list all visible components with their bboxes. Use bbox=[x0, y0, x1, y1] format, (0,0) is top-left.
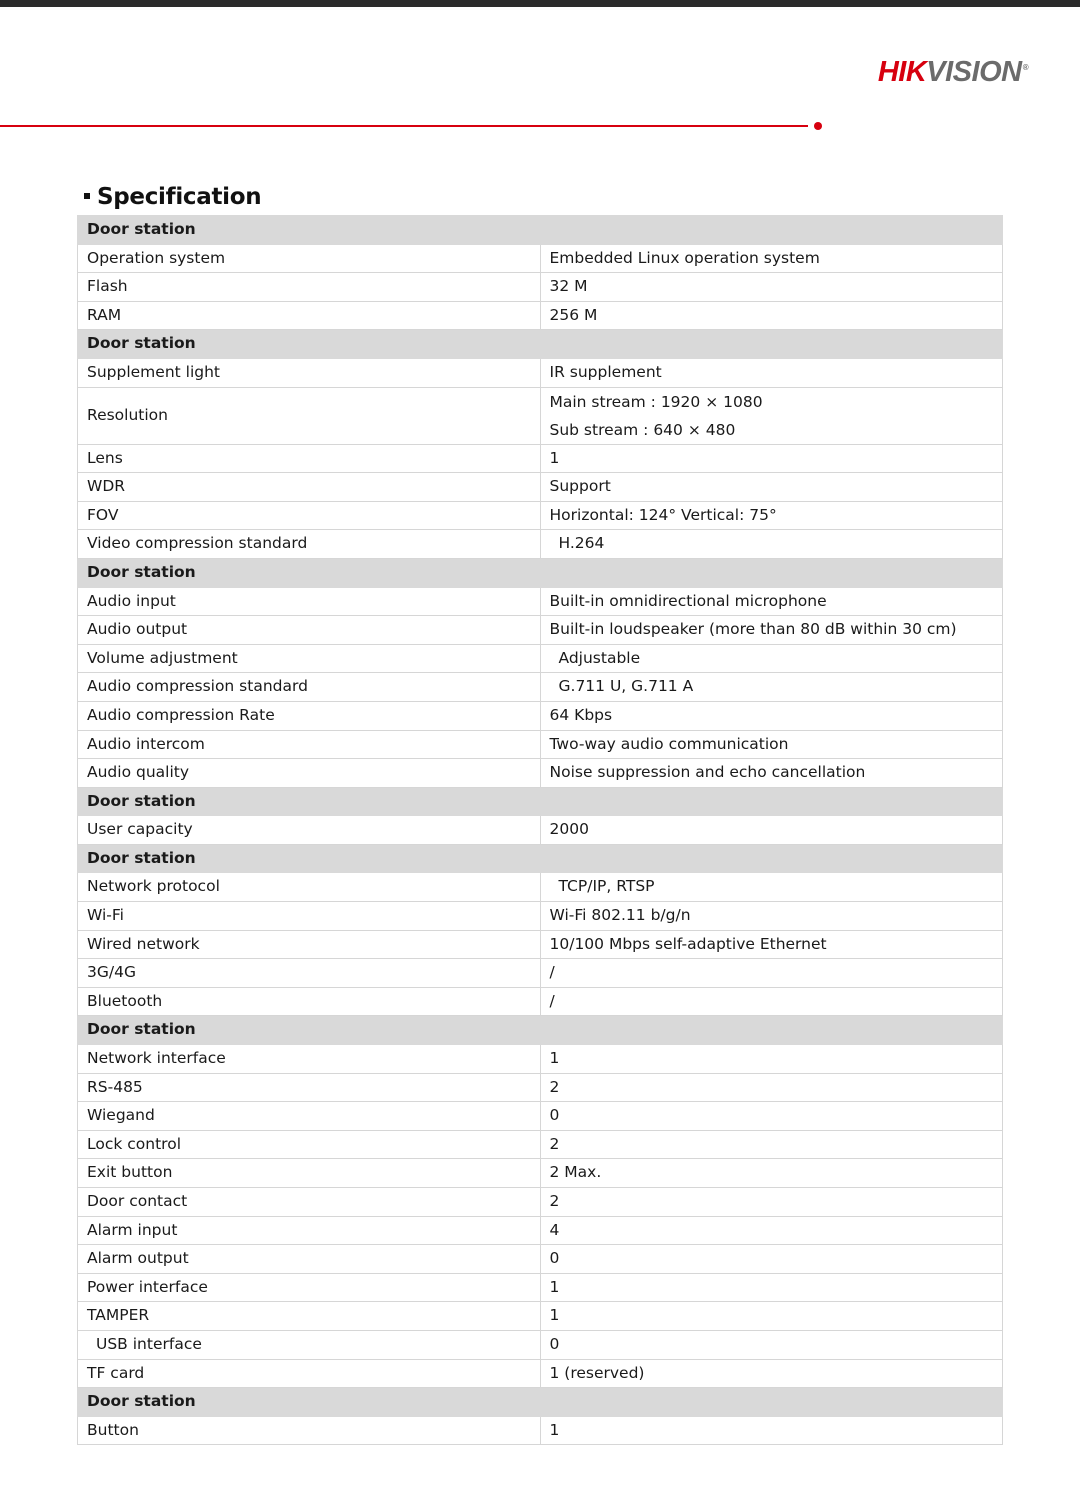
table-row bbox=[78, 1045, 1003, 1074]
spec-value-cell bbox=[540, 387, 1003, 444]
spec-value-cell bbox=[540, 273, 1003, 302]
logo-registered-mark: ® bbox=[1022, 63, 1028, 73]
spec-value: Built-in loudspeaker (more than 80 dB within 30 cm) bbox=[549, 620, 957, 639]
table-row bbox=[78, 473, 1003, 502]
table-row bbox=[78, 1073, 1003, 1102]
table-row bbox=[78, 1216, 1003, 1245]
table-row bbox=[78, 530, 1003, 559]
spec-key-cell bbox=[78, 902, 541, 931]
spec-key: RS-485 bbox=[87, 1077, 143, 1096]
spec-key-cell bbox=[78, 1245, 541, 1274]
table-row bbox=[78, 1159, 1003, 1188]
table-row bbox=[78, 616, 1003, 645]
spec-key: Bluetooth bbox=[87, 991, 163, 1010]
spec-key: 3G/4G bbox=[87, 963, 136, 982]
spec-key-cell bbox=[78, 301, 541, 330]
table-row bbox=[78, 930, 1003, 959]
spec-value-cell bbox=[540, 759, 1003, 788]
spec-value-cell bbox=[540, 1130, 1003, 1159]
spec-value-cell bbox=[540, 444, 1003, 473]
group-header-label: Door station bbox=[78, 330, 1003, 359]
spec-value: 2 bbox=[549, 1134, 560, 1153]
spec-value-cell bbox=[540, 1216, 1003, 1245]
spec-key: Alarm input bbox=[87, 1220, 178, 1239]
table-row bbox=[78, 1359, 1003, 1388]
spec-value-cell bbox=[540, 873, 1003, 902]
spec-value-cell bbox=[540, 244, 1003, 273]
group-header-label: Door station bbox=[78, 844, 1003, 873]
spec-key-cell bbox=[78, 816, 541, 845]
table-row bbox=[78, 1302, 1003, 1331]
spec-key: Wi-Fi bbox=[87, 906, 124, 925]
table-row bbox=[78, 1330, 1003, 1359]
spec-key-cell bbox=[78, 530, 541, 559]
group-header-label: Door station bbox=[78, 1388, 1003, 1417]
table-row bbox=[78, 244, 1003, 273]
spec-key: Audio compression standard bbox=[87, 677, 308, 696]
spec-value: H.264 bbox=[558, 534, 605, 553]
spec-key: WDR bbox=[87, 477, 126, 496]
spec-key: FOV bbox=[87, 505, 119, 524]
spec-value-cell bbox=[540, 930, 1003, 959]
spec-value-cell bbox=[540, 673, 1003, 702]
spec-value: 1 (reserved) bbox=[549, 1363, 645, 1382]
spec-key: Lock control bbox=[87, 1134, 181, 1153]
spec-value-cell bbox=[540, 616, 1003, 645]
spec-value: 2 bbox=[549, 1192, 560, 1210]
spec-value: Two-way audio communication bbox=[549, 734, 789, 753]
spec-value: Support bbox=[549, 477, 611, 496]
spec-key-cell bbox=[78, 1330, 541, 1359]
spec-value-cell bbox=[540, 530, 1003, 559]
table-row bbox=[78, 301, 1003, 330]
spec-value-cell bbox=[540, 501, 1003, 530]
spec-key-cell bbox=[78, 244, 541, 273]
header-red-rule bbox=[0, 125, 808, 127]
spec-value-cell bbox=[540, 644, 1003, 673]
spec-value: G.711 U, G.711 A bbox=[558, 677, 694, 696]
spec-value: 1 bbox=[549, 1049, 560, 1068]
spec-key-cell bbox=[78, 759, 541, 788]
spec-key-cell bbox=[78, 444, 541, 473]
spec-value-cell bbox=[540, 1359, 1003, 1388]
spec-value-cell bbox=[540, 1416, 1003, 1445]
spec-key-cell bbox=[78, 501, 541, 530]
spec-key: Audio intercom bbox=[87, 734, 205, 753]
spec-key-cell bbox=[78, 358, 541, 387]
spec-key: USB interface bbox=[96, 1334, 202, 1353]
spec-key-cell bbox=[78, 1159, 541, 1188]
spec-value-cell bbox=[540, 1045, 1003, 1074]
table-row bbox=[78, 273, 1003, 302]
spec-key-cell bbox=[78, 1416, 541, 1445]
spec-value-cell bbox=[540, 701, 1003, 730]
spec-key: Exit button bbox=[87, 1163, 173, 1182]
spec-value-cell bbox=[540, 587, 1003, 616]
spec-key-cell bbox=[78, 473, 541, 502]
spec-key: Audio output bbox=[87, 620, 188, 639]
spec-key-cell bbox=[78, 1216, 541, 1245]
spec-value: Horizontal: 124° Vertical: 75° bbox=[549, 505, 777, 524]
spec-key: Network protocol bbox=[87, 877, 220, 896]
spec-value: Embedded Linux operation system bbox=[549, 248, 820, 267]
spec-value: / bbox=[549, 991, 555, 1010]
table-row bbox=[78, 501, 1003, 530]
logo-hik: HIK bbox=[877, 56, 927, 88]
spec-key-cell bbox=[78, 873, 541, 902]
table-row bbox=[78, 1130, 1003, 1159]
spec-value: Built-in omnidirectional microphone bbox=[549, 591, 827, 610]
table-row bbox=[78, 987, 1003, 1016]
spec-value: 2 Max. bbox=[549, 1163, 602, 1182]
spec-key-cell bbox=[78, 273, 541, 302]
table-row bbox=[78, 873, 1003, 902]
spec-value-cell bbox=[540, 816, 1003, 845]
spec-value: 1 bbox=[549, 1420, 560, 1439]
table-row bbox=[78, 759, 1003, 788]
spec-key: Door contact bbox=[87, 1192, 188, 1210]
spec-value: 10/100 Mbps self-adaptive Ethernet bbox=[549, 934, 827, 953]
spec-key-cell bbox=[78, 1273, 541, 1302]
spec-key-cell bbox=[78, 959, 541, 988]
spec-key-cell bbox=[78, 1302, 541, 1331]
table-row bbox=[78, 1416, 1003, 1445]
spec-key-cell bbox=[78, 1045, 541, 1074]
logo-vision: VISION bbox=[926, 56, 1022, 88]
spec-value-cell bbox=[540, 987, 1003, 1016]
table-group-header bbox=[78, 558, 1003, 587]
hikvision-logo bbox=[878, 56, 1028, 89]
header-red-dot bbox=[814, 122, 822, 130]
spec-value: IR supplement bbox=[549, 362, 662, 381]
table-group-header bbox=[78, 844, 1003, 873]
section-title bbox=[84, 184, 261, 210]
spec-value-line: Main stream : 1920 × 1080 bbox=[549, 392, 763, 411]
spec-key: Resolution bbox=[87, 405, 168, 424]
group-header-label: Door station bbox=[78, 558, 1003, 587]
spec-key: Audio input bbox=[87, 591, 176, 610]
spec-value: 0 bbox=[549, 1106, 560, 1125]
spec-value: / bbox=[549, 963, 555, 982]
spec-key: Wired network bbox=[87, 934, 200, 953]
spec-value-cell bbox=[540, 902, 1003, 931]
spec-value: 4 bbox=[549, 1220, 560, 1239]
spec-value-cell bbox=[540, 1073, 1003, 1102]
spec-key-cell bbox=[78, 644, 541, 673]
spec-key: Flash bbox=[87, 277, 128, 296]
spec-value: 0 bbox=[549, 1334, 560, 1353]
spec-key: Lens bbox=[87, 448, 123, 467]
spec-value: 1 bbox=[549, 448, 560, 467]
table-group-header bbox=[78, 216, 1003, 245]
table-group-header bbox=[78, 1388, 1003, 1417]
spec-value-cell bbox=[540, 1159, 1003, 1188]
spec-key: Audio quality bbox=[87, 763, 190, 782]
spec-key: Audio compression Rate bbox=[87, 705, 275, 724]
spec-key-cell bbox=[78, 1188, 541, 1217]
spec-key-cell bbox=[78, 1130, 541, 1159]
top-dark-bar bbox=[0, 0, 1080, 7]
spec-key-cell bbox=[78, 701, 541, 730]
section-title-text: Specification bbox=[97, 184, 262, 210]
spec-value: TCP/IP, RTSP bbox=[558, 877, 655, 896]
spec-key-cell bbox=[78, 1073, 541, 1102]
spec-key-cell bbox=[78, 673, 541, 702]
spec-key-cell bbox=[78, 930, 541, 959]
spec-key: Button bbox=[87, 1420, 139, 1439]
spec-key: Supplement light bbox=[87, 362, 220, 381]
table-row bbox=[78, 730, 1003, 759]
spec-value-cell bbox=[540, 1302, 1003, 1331]
group-header-label: Door station bbox=[78, 216, 1003, 245]
spec-value: 1 bbox=[549, 1277, 560, 1296]
spec-value-cell bbox=[540, 473, 1003, 502]
spec-key: Power interface bbox=[87, 1277, 208, 1296]
spec-value-cell bbox=[540, 959, 1003, 988]
spec-value: Wi-Fi 802.11 b/g/n bbox=[549, 906, 691, 925]
square-bullet-icon bbox=[84, 193, 90, 199]
table-row bbox=[78, 587, 1003, 616]
spec-value-cell bbox=[540, 1102, 1003, 1131]
table-row bbox=[78, 1273, 1003, 1302]
group-header-label: Door station bbox=[78, 787, 1003, 816]
spec-key-cell bbox=[78, 387, 541, 444]
table-group-header bbox=[78, 330, 1003, 359]
spec-key: Network interface bbox=[87, 1049, 226, 1068]
spec-key: Wiegand bbox=[87, 1106, 155, 1125]
spec-key-cell bbox=[78, 616, 541, 645]
spec-key-cell bbox=[78, 587, 541, 616]
table-row bbox=[78, 701, 1003, 730]
spec-value: Noise suppression and echo cancellation bbox=[549, 763, 866, 782]
spec-value: 2000 bbox=[549, 820, 589, 839]
spec-key: TAMPER bbox=[87, 1306, 150, 1325]
spec-key-cell bbox=[78, 987, 541, 1016]
spec-value-line: Sub stream : 640 × 480 bbox=[549, 420, 736, 439]
spec-value-cell bbox=[540, 1273, 1003, 1302]
spec-value: 64 Kbps bbox=[549, 705, 613, 724]
spec-value: 1 bbox=[549, 1306, 560, 1325]
table-row bbox=[78, 644, 1003, 673]
group-header-label: Door station bbox=[78, 1016, 1003, 1045]
table-row bbox=[78, 358, 1003, 387]
spec-key: User capacity bbox=[87, 820, 193, 839]
spec-key: Operation system bbox=[87, 248, 226, 267]
spec-value-cell bbox=[540, 358, 1003, 387]
table-group-header bbox=[78, 1016, 1003, 1045]
spec-key-cell bbox=[78, 1359, 541, 1388]
spec-value: 32 M bbox=[549, 277, 588, 296]
table-row bbox=[78, 444, 1003, 473]
spec-value-cell bbox=[540, 1330, 1003, 1359]
spec-value-cell bbox=[540, 301, 1003, 330]
spec-key: Volume adjustment bbox=[87, 648, 238, 667]
spec-key: Alarm output bbox=[87, 1249, 189, 1268]
table-row bbox=[78, 1102, 1003, 1131]
table-row bbox=[78, 816, 1003, 845]
spec-value-cell bbox=[540, 1188, 1003, 1217]
spec-value-cell bbox=[540, 1245, 1003, 1274]
spec-key-cell bbox=[78, 730, 541, 759]
spec-key: TF card bbox=[87, 1363, 145, 1382]
specification-table bbox=[77, 215, 1003, 1445]
spec-value: Adjustable bbox=[558, 648, 641, 667]
table-row bbox=[78, 959, 1003, 988]
table-row bbox=[78, 1188, 1003, 1217]
table-row bbox=[78, 387, 1003, 444]
spec-value: 2 bbox=[549, 1077, 560, 1096]
table-row bbox=[78, 673, 1003, 702]
spec-value: 0 bbox=[549, 1249, 560, 1268]
table-row bbox=[78, 1245, 1003, 1274]
spec-key-cell bbox=[78, 1102, 541, 1131]
table-row bbox=[78, 902, 1003, 931]
spec-value: 256 M bbox=[549, 305, 598, 324]
table-group-header bbox=[78, 787, 1003, 816]
spec-value-cell bbox=[540, 730, 1003, 759]
spec-key: RAM bbox=[87, 305, 122, 324]
spec-key: Video compression standard bbox=[87, 534, 308, 553]
